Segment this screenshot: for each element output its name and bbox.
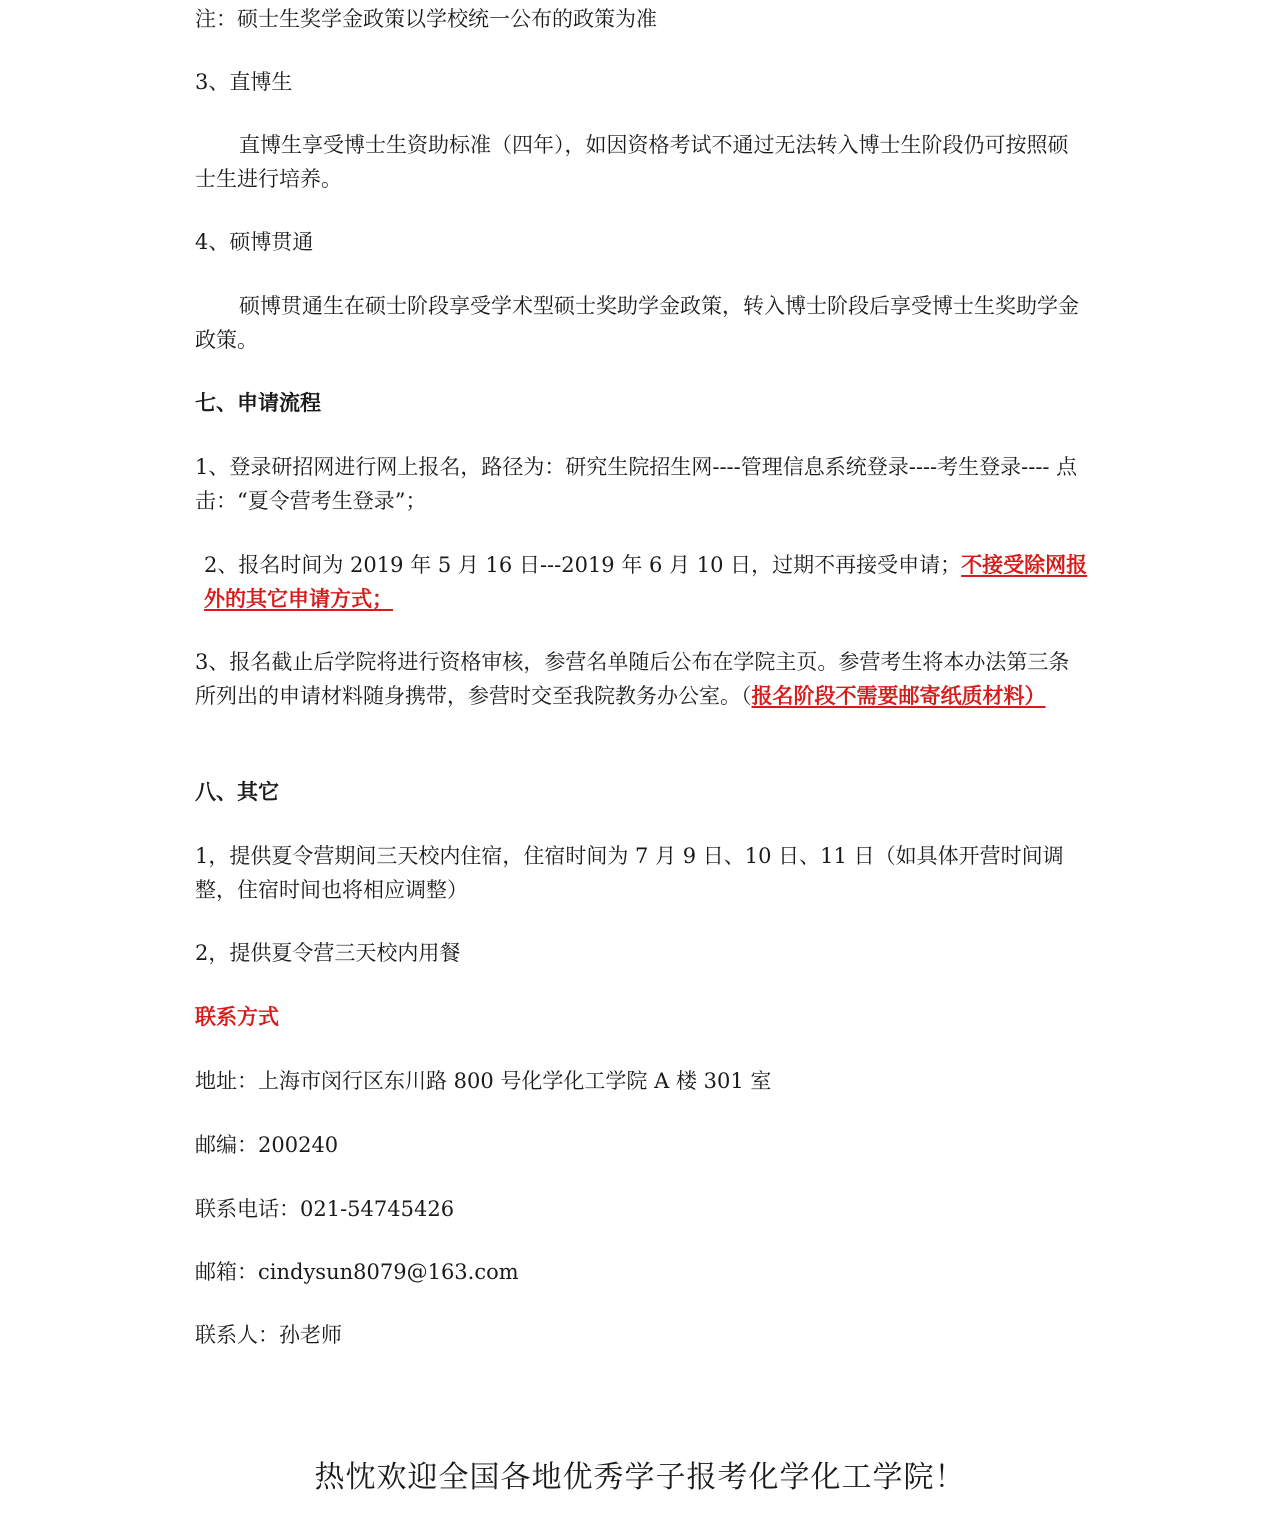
apply-step-3-text: 3、报名截止后学院将进行资格审核，参营名单随后公布在学院主页。参营考生将本办法第三条所列出的申请材料随身携带，参营时交至我院教务办公室。（ bbox=[195, 650, 1070, 708]
contact-email: 邮箱：cindysun8079@163.com bbox=[195, 1260, 519, 1284]
section-4-body: 硕博贯通生在硕士阶段享受学术型硕士奖助学金政策，转入博士阶段后享受博士生奖助学金政策。 bbox=[195, 294, 1079, 352]
contact-heading: 联系方式 bbox=[195, 1005, 279, 1029]
section-3-title: 3、直博生 bbox=[195, 70, 293, 94]
scholarship-note: 注：硕士生奖学金政策以学校统一公布的政策为准 bbox=[195, 7, 657, 31]
other-item-2: 2，提供夏令营三天校内用餐 bbox=[195, 941, 461, 965]
contact-person: 联系人：孙老师 bbox=[195, 1323, 342, 1347]
section-7-heading: 七、申请流程 bbox=[195, 391, 321, 415]
apply-step-2-text: 2、报名时间为 2019 年 5 月 16 日---2019 年 6 月 10 日，过期不再接受申请； bbox=[204, 553, 962, 577]
apply-step-1: 1、登录研招网进行网上报名，路径为：研究生院招生网----管理信息系统登录----考生登录---- 点击：“夏令营考生登录”； bbox=[195, 455, 1078, 513]
apply-step-2-emphasis: 不接受除网报外的其它申请方式； bbox=[204, 553, 1088, 611]
section-3-body: 直博生享受博士生资助标准（四年），如因资格考试不通过无法转入博士生阶段仍可按照硕士生进行培养。 bbox=[195, 133, 1069, 191]
section-4-title: 4、硕博贯通 bbox=[195, 230, 314, 254]
apply-step-2 bbox=[195, 548, 1088, 616]
apply-step-3 bbox=[195, 645, 1088, 713]
other-item-1: 1，提供夏令营期间三天校内住宿，住宿时间为 7 月 9 日、10 日、11 日（如具体开营时间调整，住宿时间也将相应调整） bbox=[195, 844, 1064, 902]
contact-phone: 联系电话：021-54745426 bbox=[195, 1197, 455, 1221]
contact-address: 地址：上海市闵行区东川路 800 号化学化工学院 A 楼 301 室 bbox=[195, 1069, 772, 1093]
apply-step-3-emphasis: 报名阶段不需要邮寄纸质材料） bbox=[751, 684, 1046, 708]
welcome-footer: 热忱欢迎全国各地优秀学子报考化学化工学院！ bbox=[314, 1460, 966, 1495]
contact-postcode: 邮编：200240 bbox=[195, 1133, 339, 1157]
section-8-heading: 八、其它 bbox=[195, 780, 279, 804]
